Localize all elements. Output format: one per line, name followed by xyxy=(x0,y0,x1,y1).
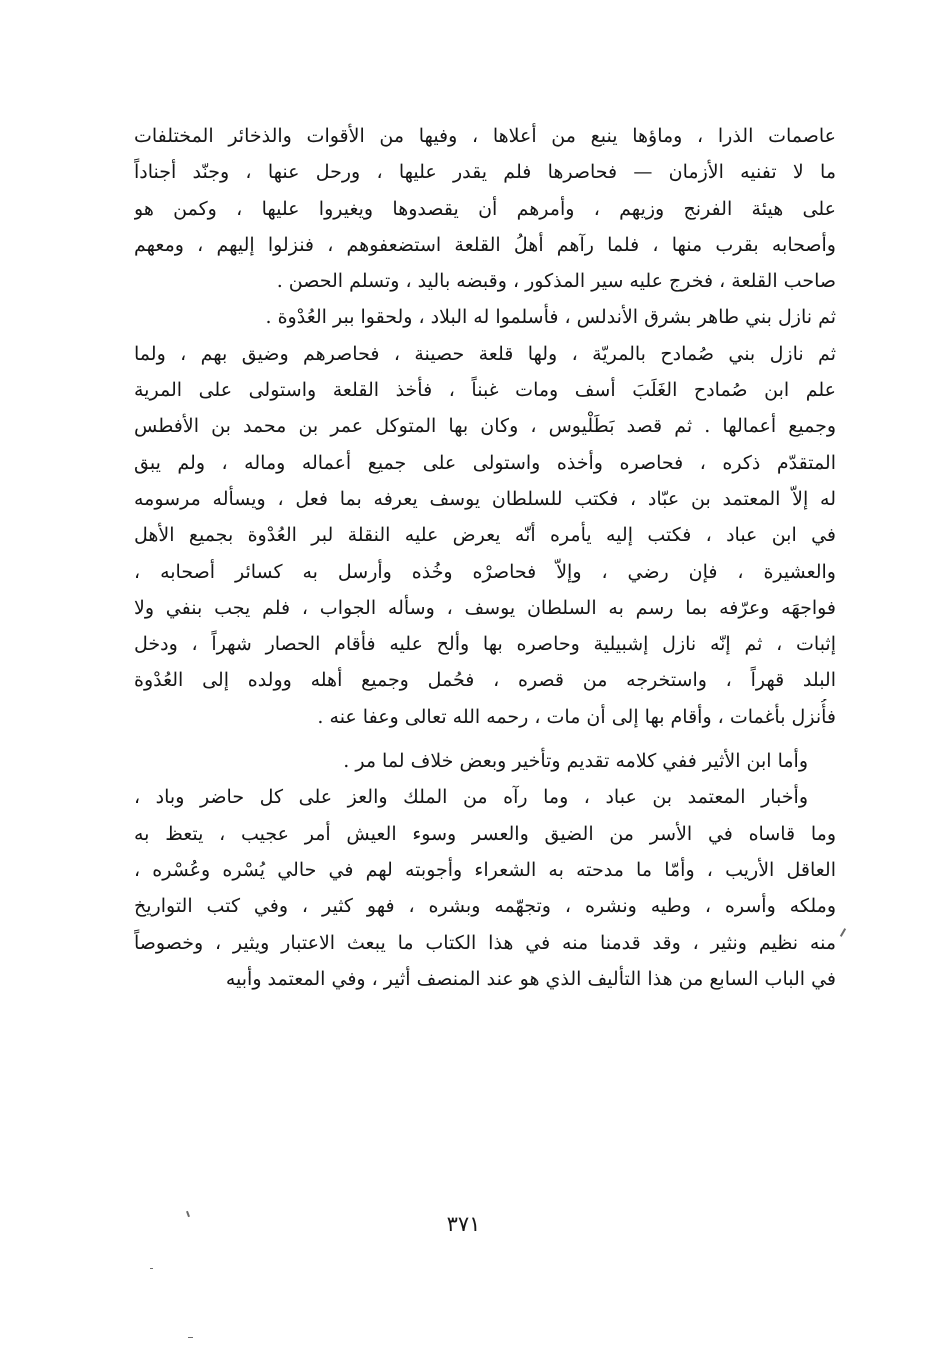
text-line: وما قاساه في الأسر من الضيق والعسر وسوء العيش أمر عجيب ، يتعظ به xyxy=(134,822,836,845)
text-line: له إلاّ المعتمد بن عبّاد ، فكتب للسلطان يوسف يعرفه بما فعل ، ويسأله مرسومه xyxy=(134,487,836,510)
text-line: البلد قهراً ، واستخرجه من قصره ، فحُمل وجميع أهله وولده إلى العُدْوة xyxy=(134,669,836,692)
text-line: ما لا تفنيه الأزمان — فحاصرها فلم يقدر عليها ، ورحل عنها ، وجنّد أجناداً xyxy=(134,161,836,184)
text-line: فواجهَه وعرّفه بما رسم به السلطان يوسف ، وسأله الجواب ، فلم يجب بنفي ولا xyxy=(134,596,836,619)
paragraph xyxy=(134,779,836,997)
paragraph xyxy=(134,299,836,335)
text-line: العاقل الأريب ، وأمّا ما مدحته به الشعراء وأجوبته لهم في حالي يُسْره وعُسْره ، xyxy=(134,858,836,881)
text-line: علم ابن صُمادح الغَلَبَ أسف ومات غبناً ، فأخذ القلعة واستولى على المرية xyxy=(134,379,836,402)
text-line: على هيئة الفرنج وزيهم ، وأمرهم أن يقصدوها ويغيروا عليها ، وكمن هو xyxy=(134,197,836,220)
text-line: ثم نازل بني طاهر بشرق الأندلس ، فأسلموا له البلاد ، ولحقوا ببر العُدْوة . xyxy=(265,306,836,329)
text-line: إثبات ، ثم إنّه نازل إشبيلية وحاصره بها وألح عليه فأقام الحصار شهراً ، ودخل xyxy=(134,633,836,656)
text-line: فأُنزل بأغمات ، وأقام بها إلى أن مات ، رحمه الله تعالى وعفا عنه . xyxy=(317,705,836,728)
text-line: عاصمات الذرا ، وماؤها ينبع من أعلاها ، وفيها من الأقوات والذخائر المختلفات xyxy=(134,125,836,147)
text-line: وجميع أعمالها . ثم قصد بَطَلْيوس ، وكان بها المتوكل عمر بن محمد بن الأفطس xyxy=(134,415,836,438)
text-line: وأخبار المعتمد بن عباد ، وما رآه من الملك والعز على كل حاضر وباد ، xyxy=(134,786,808,809)
paragraph xyxy=(134,336,836,735)
paragraph xyxy=(134,743,836,779)
paragraph xyxy=(134,118,836,299)
text-line: ثم نازل بني صُمادح بالمريّة ، ولها قلعة حصينة ، فحاصرهم وضيق بهم ، ولما xyxy=(134,342,836,365)
text-line: منه نظيم ونثير ، وقد قدمنا منه في هذا الكتاب ما يبعث الاعتبار ويثير ، وخصوصاً xyxy=(134,931,836,954)
text-line: وأصحابه بقرب منها ، فلما رآهم أهلُ القلعة استضعفوهم ، فنزلوا إليهم ، ومعهم xyxy=(134,233,836,256)
text-line: وملكه وأسره ، وطيه ونشره ، وتجهّمه وبشره ، فهو كثير ، وفي كتب التواريخ xyxy=(134,895,836,918)
text-line: في الباب السابع من هذا التأليف الذي هو عند المنصف أثير ، وفي المعتمد وأبيه xyxy=(225,967,836,990)
ink-mark xyxy=(840,928,846,937)
text-line: في ابن عباد ، فكتب إليه يأمره أنّه يعرض عليه النقلة لبر العُدْوة بجميع الأهل xyxy=(134,524,836,547)
paragraph-gap xyxy=(134,735,836,743)
text-line: صاحب القلعة ، فخرج عليه سير المذكور ، وقبضه باليد ، وتسلم الحصن . xyxy=(276,270,836,293)
text-line: والعشيرة ، فإن رضي ، وإلاّ فحاصرْه وخُذه وأرسل به كسائر أصحابه ، xyxy=(134,560,836,583)
ink-mark xyxy=(150,1268,153,1269)
text-line: المتقدّم ذكره ، فحاصره وأخذه واستولى على جميع أعماله وماله ، ولم يبق xyxy=(134,451,836,474)
page-number: ٣٧١ xyxy=(446,1212,481,1236)
ink-mark xyxy=(188,1337,193,1338)
text-line: وأما ابن الأثير ففي كلامه تقديم وتأخير وبعض خلاف لما مر . xyxy=(343,750,808,773)
body-text xyxy=(134,118,836,997)
